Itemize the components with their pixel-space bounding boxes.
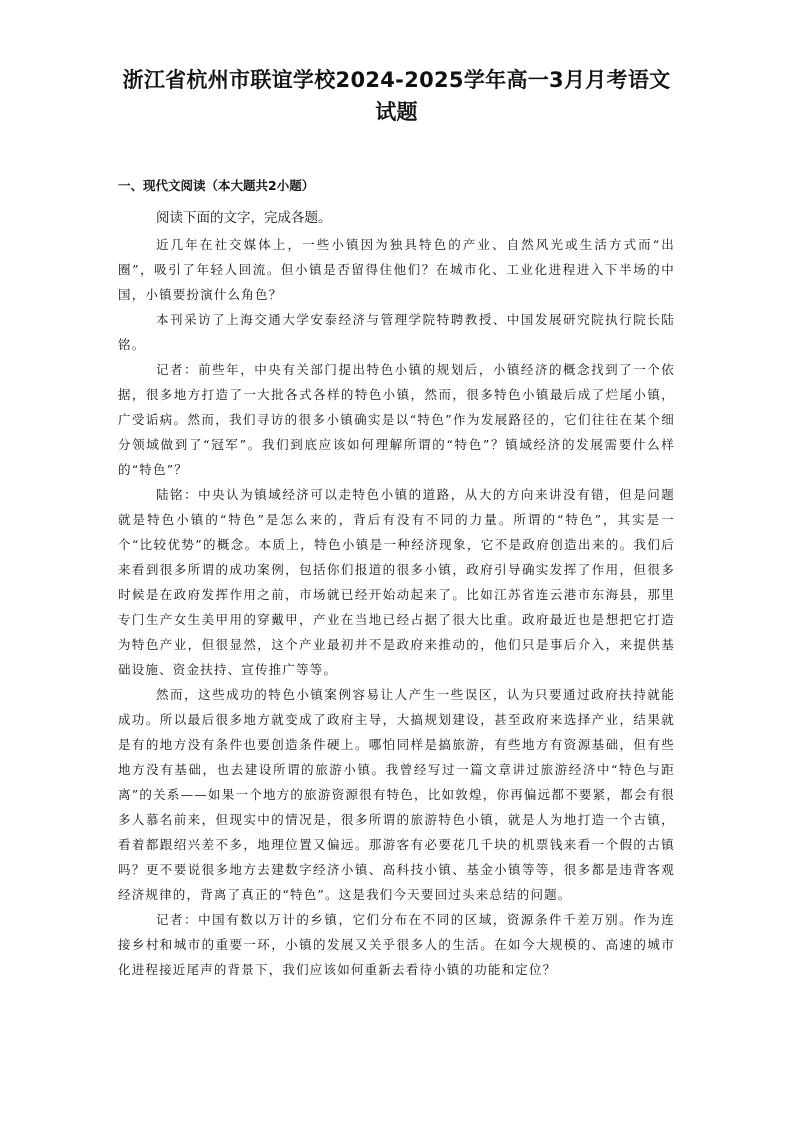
document-title-line2: 试题 [375, 100, 418, 124]
section-heading: 一、现代文阅读（本大题共2小题） [118, 178, 315, 193]
paragraph: 近几年在社交媒体上，一些小镇因为独具特色的产业、自然风光或生活方式而“出圈”，吸引了年轻人回流。但小镇是否留得住他们？在城市化、工业化进程进入下半场的中国，小镇要扮演什么角色？ [118, 237, 675, 302]
article-body [118, 232, 675, 982]
document-title [118, 64, 675, 128]
paragraph: 本刊采访了上海交通大学安泰经济与管理学院特聘教授、中国发展研究院执行院长陆铭。 [118, 312, 675, 352]
paragraph: 记者：前些年，中央有关部门提出特色小镇的规划后，小镇经济的概念找到了一个依据，很多地方打造了一大批各式各样的特色小镇，然而，很多特色小镇最后成了烂尾小镇，广受诟病。然而，我们寻访的很多小镇确实是以“特色”作为发展路径的，它们往往在某个细分领域做到了“冠军”。我们到底应该如何理解所谓的“特色”？镇域经济的发展需要什么样的“特色”？ [118, 362, 675, 477]
paragraph: 陆铭：中央认为镇域经济可以走特色小镇的道路，从大的方向来讲没有错，但是问题就是特色小镇的“特色”是怎么来的，背后有没有不同的力量。所谓的“特色”，其实是一个“比较优势”的概念。本质上，特色小镇是一种经济现象，它不是政府创造出来的。我们后来看到很多所谓的成功案例，包括你们报道的很多小镇，政府引导确实发挥了作用，但很多时候是在政府发挥作用之前，市场就已经开始动起来了。比如江苏省连云港市东海县，那里专门生产女生美甲用的穿戴甲，产业在当地已经占据了很大比重。政府最近也是想把它打造为特色产业，但很显然，这个产业最初并不是政府来推动的，他们只是事后介入，来提供基础设施、资金扶持、宣传推广等等。 [118, 487, 675, 677]
document-title-line1: 浙江省杭州市联谊学校2024-2025学年高一3月月考语文 [122, 68, 671, 92]
reading-instruction: 阅读下面的文字，完成各题。 [156, 210, 332, 226]
paragraph: 然而，这些成功的特色小镇案例容易让人产生一些误区，认为只要通过政府扶持就能成功。所以最后很多地方就变成了政府主导，大搞规划建设，甚至政府来选择产业，结果就是有的地方没有条件也要创造条件硬上。哪怕同样是搞旅游，有些地方有资源基础，但有些地方没有基础，也去建设所谓的旅游小镇。我曾经写过一篇文章讲过旅游经济中“特色与距离”的关系——如果一个地方的旅游资源很有特色，比如敦煌，你再偏远都不要紧，都会有很多人慕名前来，但现实中的情况是，很多所谓的旅游特色小镇，就是人为地打造一个古镇，看着都跟绍兴差不多，地理位置又偏远。那游客有必要花几千块的机票钱来看一个假的古镇吗？更不要说很多地方去建数字经济小镇、高科技小镇、基金小镇等等，很多都是违背客观经济规律的，背离了真正的“特色”。这是我们今天要回过头来总结的问题。 [118, 687, 675, 902]
paragraph: 记者：中国有数以万计的乡镇，它们分布在不同的区域，资源条件千差万别。作为连接乡村和城市的重要一环，小镇的发展又关乎很多人的生活。在如今大规模的、高速的城市化进程接近尾声的背景下，我们应该如何重新去看待小镇的功能和定位？ [118, 912, 675, 977]
